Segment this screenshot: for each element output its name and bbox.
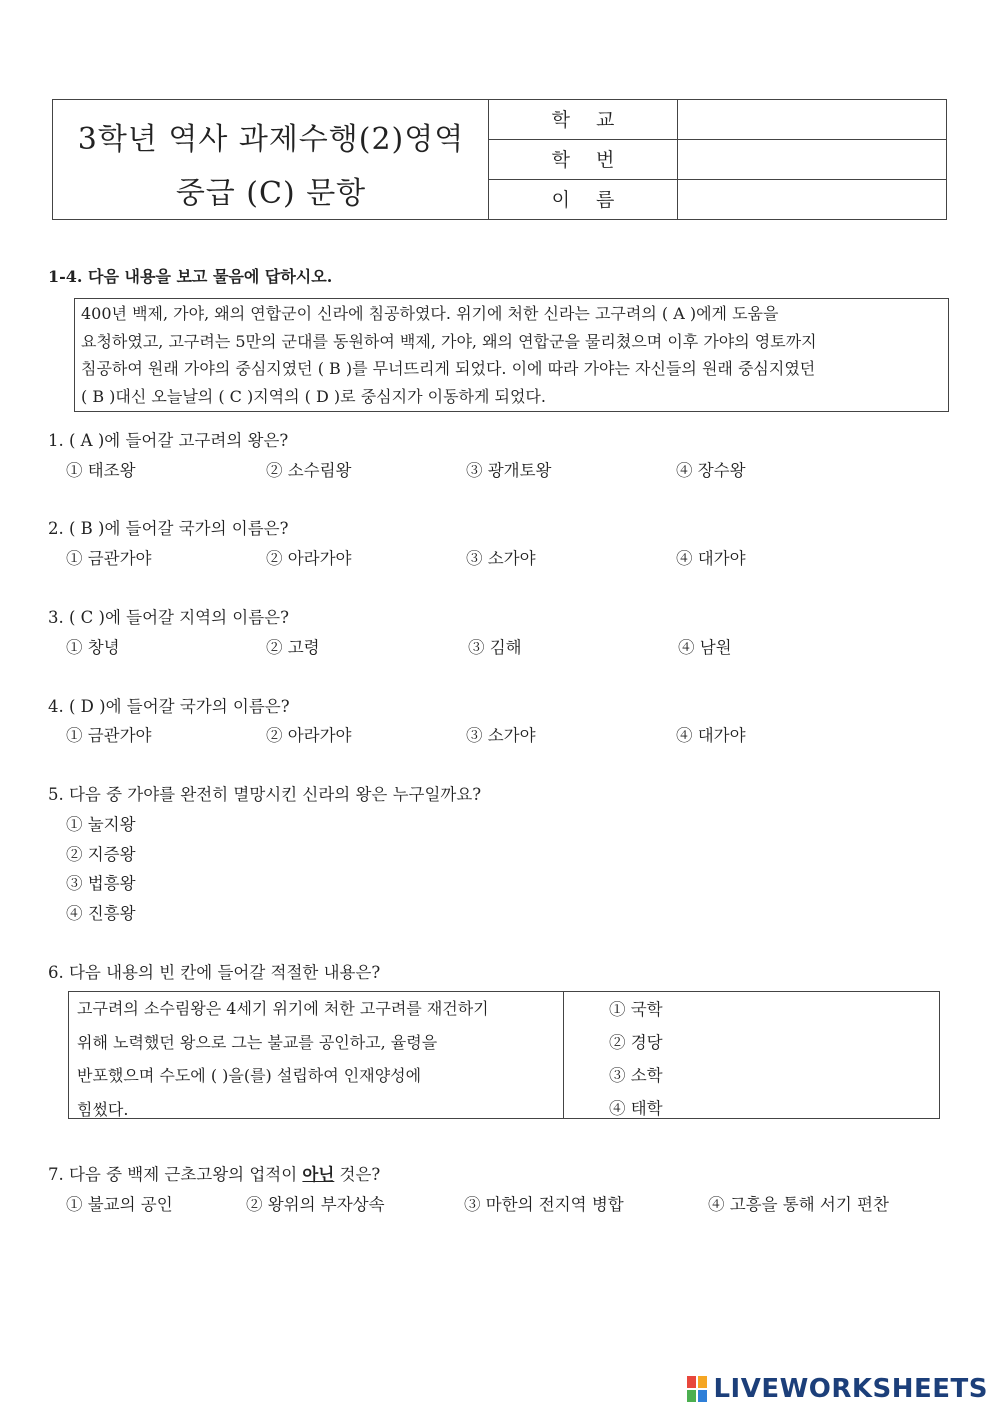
q6-passage [69, 992, 564, 1118]
student-number-field[interactable] [678, 140, 946, 179]
q1-option-4[interactable]: ④ 장수왕 [676, 461, 746, 480]
liveworksheets-logo-icon [687, 1376, 709, 1402]
school-field[interactable] [678, 100, 946, 139]
q7-text-before: 7. 다음 중 백제 근초고왕의 업적이 [48, 1165, 303, 1184]
q6-option-2[interactable]: ② 경당 [609, 1033, 663, 1052]
worksheet-subtitle: 중급 (C) 문항 [175, 176, 367, 211]
passage-line: 400년 백제, 가야, 왜의 연합군이 신라에 침공하였다. 위기에 처한 신라는 고구려의 ( A )에게 도움을 [81, 304, 779, 323]
q7-option-3[interactable]: ③ 마한의 전지역 병합 [464, 1195, 624, 1214]
student-number-label: 학번 [489, 140, 678, 179]
q6-option-3[interactable]: ③ 소학 [609, 1066, 663, 1085]
q7-option-1[interactable]: ① 불교의 공인 [66, 1195, 173, 1214]
q3-option-3[interactable]: ③ 김해 [468, 638, 522, 657]
header-table [52, 99, 947, 220]
q6-passage-line: 반포했으며 수도에 ( )을(를) 설립하여 인재양성에 [77, 1066, 422, 1085]
q1-option-3[interactable]: ③ 광개토왕 [466, 461, 552, 480]
section-title: 1-4. 다음 내용을 보고 물음에 답하시오. [48, 267, 333, 286]
q6-passage-line: 힘썼다. [77, 1099, 129, 1119]
q4-option-1[interactable]: ① 금관가야 [66, 726, 152, 745]
name-label: 이름 [489, 180, 678, 220]
passage-line: 요청하였고, 고구려는 5만의 군대를 동원하여 백제, 가야, 왜의 연합군을 물리쳤으며 이후 가야의 영토까지 [81, 331, 817, 351]
q3-option-4[interactable]: ④ 남원 [678, 638, 732, 657]
q4-option-3[interactable]: ③ 소가야 [466, 726, 536, 745]
q6-option-4[interactable]: ④ 태학 [609, 1099, 663, 1118]
name-field[interactable] [678, 180, 946, 220]
q6-passage-line: 위해 노력했던 왕으로 그는 불교를 공인하고, 율령을 [77, 1032, 438, 1052]
q3-option-1[interactable]: ① 창녕 [66, 638, 120, 657]
question-3: 3. ( C )에 들어갈 지역의 이름은? [48, 608, 289, 627]
question-5: 5. 다음 중 가야를 완전히 멸망시킨 신라의 왕은 누구일까요? [48, 785, 482, 804]
liveworksheets-logo [687, 1374, 988, 1404]
q5-option-1[interactable]: ① 눌지왕 [66, 815, 136, 834]
q6-passage-line: 고구려의 소수림왕은 4세기 위기에 처한 고구려를 재건하기 [77, 999, 489, 1018]
q1-option-1[interactable]: ① 태조왕 [66, 461, 136, 480]
liveworksheets-logo-text: LIVEWORKSHEETS [713, 1374, 988, 1404]
q5-option-4[interactable]: ④ 진흥왕 [66, 904, 136, 923]
q1-option-2[interactable]: ② 소수림왕 [266, 461, 352, 480]
q4-option-2[interactable]: ② 아라가야 [266, 726, 352, 745]
q2-option-4[interactable]: ④ 대가야 [676, 549, 746, 568]
q7-text-after: 것은? [334, 1165, 381, 1184]
q6-option-1[interactable]: ① 국학 [609, 1000, 663, 1019]
school-label: 학교 [489, 100, 678, 139]
worksheet-title: 3학년 역사 과제수행(2)영역 [77, 122, 465, 157]
question-6: 6. 다음 내용의 빈 칸에 들어갈 적절한 내용은? [48, 963, 381, 982]
student-number-row [489, 140, 946, 180]
q7-emphasis: 아닌 [302, 1165, 335, 1184]
q2-option-2[interactable]: ② 아라가야 [266, 549, 352, 568]
q6-box [68, 991, 940, 1119]
question-7 [48, 1161, 380, 1185]
q4-option-4[interactable]: ④ 대가야 [676, 726, 746, 745]
q3-option-2[interactable]: ② 고령 [266, 638, 320, 657]
q5-option-3[interactable]: ③ 법흥왕 [66, 874, 136, 893]
q2-option-1[interactable]: ① 금관가야 [66, 549, 152, 568]
question-2: 2. ( B )에 들어갈 국가의 이름은? [48, 519, 289, 538]
question-4: 4. ( D )에 들어갈 국가의 이름은? [48, 697, 290, 716]
school-row [489, 100, 946, 140]
passage-line: ( B )대신 오늘날의 ( C )지역의 ( D )로 중심지가 이동하게 되었다. [81, 386, 546, 406]
q7-option-2[interactable]: ② 왕위의 부자상속 [246, 1195, 385, 1214]
passage-line: 침공하여 원래 가야의 중심지였던 ( B )를 무너뜨리게 되었다. 이에 따라 가야는 자신들의 원래 중심지였던 [81, 359, 816, 378]
name-row [489, 180, 946, 220]
q5-option-2[interactable]: ② 지증왕 [66, 845, 136, 864]
question-1: 1. ( A )에 들어갈 고구려의 왕은? [48, 431, 289, 450]
title-cell [53, 100, 489, 219]
q2-option-3[interactable]: ③ 소가야 [466, 549, 536, 568]
q7-option-4[interactable]: ④ 고흥을 통해 서기 편찬 [708, 1195, 889, 1214]
reading-passage [74, 298, 949, 412]
